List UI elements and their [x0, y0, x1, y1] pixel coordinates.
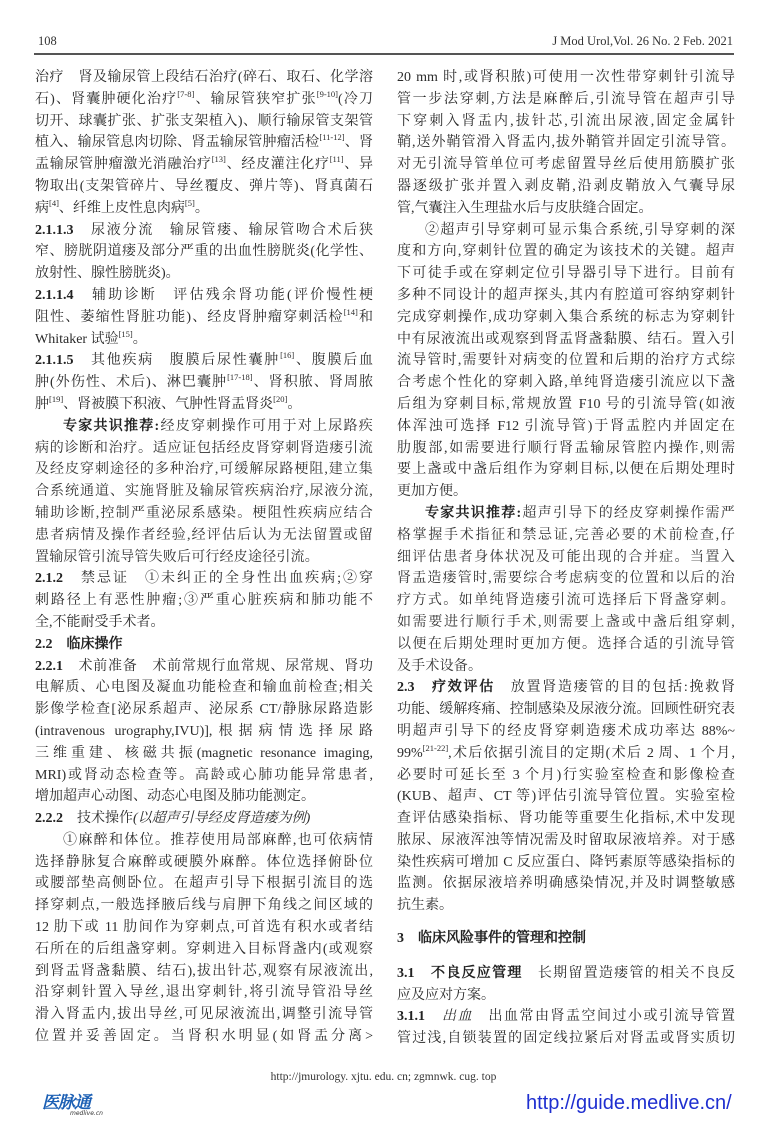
- text-line: [397, 830, 735, 852]
- text-run: 肾盂造瘘管时,需要综合考虑病变的位置和以后的治: [397, 571, 735, 587]
- text-line: [397, 568, 735, 590]
- text-line: [35, 285, 373, 307]
- text-run: 应及应对方案。: [397, 987, 495, 1003]
- text-run: 完成穿刺操作,成功穿刺入集合系统的标志为穿刺针: [397, 309, 735, 325]
- text-line: [397, 459, 735, 481]
- heading-label: 专家共识推荐:: [63, 418, 160, 434]
- text-run: 要上盏或中盏后组作为穿刺目标,以便在后期处理时: [397, 462, 735, 478]
- text-run: 全,不能耐受手术者。: [35, 614, 165, 630]
- text-run: 沿穿刺针置入导丝,退出穿刺针,将引流导管沿导丝: [35, 985, 373, 1001]
- citation-ref: [5]: [184, 197, 195, 208]
- text-run: 体浑浊可选择 F12 引流导管)于肾盂腔内并固定在: [397, 418, 735, 434]
- text-line: [35, 917, 373, 939]
- text-run: (intravenous urography,IVU)],根据病情选择尿路: [35, 723, 373, 739]
- text-line: [397, 111, 735, 133]
- text-line: [35, 89, 373, 111]
- text-line: [35, 329, 373, 351]
- text-run: 患者病情及操作者经验,经评估后认为无法留置或留: [35, 527, 373, 543]
- text-run: 抗生素。: [397, 898, 453, 914]
- text-line: [397, 808, 735, 830]
- subtitle-text: 出血: [442, 1009, 473, 1025]
- citation-ref: [20]: [273, 393, 288, 404]
- section-heading: [397, 928, 735, 950]
- text-run: 流导管时,需要针对病变的位置和后期的治疗方式综: [397, 353, 735, 369]
- citation-ref: [7-8]: [177, 88, 195, 99]
- text-run: MRI)或肾动态检查等。高龄或心肺功能异常患者,: [35, 767, 373, 783]
- text-run: 肿: [35, 396, 49, 412]
- text-run: 出血常由肾盂空间过小或引流导管置: [473, 1009, 735, 1025]
- heading-label: 2.2.1: [35, 658, 63, 674]
- text-run: 、经皮灌注化疗: [225, 157, 330, 173]
- text-line: [397, 895, 735, 917]
- text-run: 禁忌证 ①未纠正的全身性出血疾病;②穿: [63, 571, 373, 587]
- text-line: [397, 220, 735, 242]
- text-line: [35, 1026, 373, 1048]
- citation-ref: [13]: [211, 154, 226, 165]
- text-line: [35, 438, 373, 460]
- text-line: [397, 873, 735, 895]
- text-line: [397, 241, 735, 263]
- logo-subtext: medlive.cn: [70, 1110, 103, 1117]
- text-line: [397, 372, 735, 394]
- text-line: [35, 765, 373, 787]
- text-line: [35, 743, 373, 765]
- text-run: 长期留置造瘘管的相关不良反: [522, 965, 735, 981]
- text-line: [397, 416, 735, 438]
- citation-ref: [21-22]: [422, 742, 449, 753]
- text-run: 鞘,送外鞘管滑入肾盂内,拔外鞘管并固定引流导管。: [397, 135, 735, 151]
- right-column: [397, 67, 735, 1050]
- text-line: [397, 132, 735, 154]
- text-run: 染性疾病可增加 C 反应蛋白、降钙素原等感染指标的: [397, 854, 735, 870]
- text-line: [397, 677, 735, 699]
- text-line: [397, 852, 735, 874]
- text-run: ,术后依据引流目的定期(术后 2 周、1 个月,: [448, 745, 735, 761]
- text-run: 脓尿、尿液浑浊等情况需及时留取尿液培养。对于感: [397, 832, 735, 848]
- medlive-logo: [42, 1088, 103, 1117]
- text-run: 切开、球囊扩张、扩张支架植入)、顺行输尿管支架管: [35, 113, 373, 129]
- text-line: [397, 438, 735, 460]
- text-line: [35, 241, 373, 263]
- heading-label: 2.1.1.4: [35, 287, 74, 303]
- text-line: [35, 634, 373, 656]
- text-line: [397, 765, 735, 787]
- citation-ref: [11]: [329, 154, 344, 165]
- text-run: 辅助诊断 评估残余肾功能(评价慢性梗: [73, 287, 373, 303]
- text-line: [35, 111, 373, 133]
- text-line: [35, 220, 373, 242]
- text-line: [35, 350, 373, 372]
- text-run: 增加超声心动图、动态心电图及肺功能测定。: [35, 789, 315, 805]
- citation-ref: [4]: [49, 197, 59, 208]
- heading-label: 3.1 不良反应管理: [397, 965, 523, 981]
- text-run: 放射性、腺性膀胱炎)。: [35, 266, 180, 282]
- text-line: [397, 503, 735, 525]
- text-run: 其他疾病 腹膜后尿性囊肿: [73, 353, 281, 369]
- heading-label: 专家共识推荐:: [425, 505, 522, 521]
- text-line: [397, 547, 735, 569]
- citation-ref: [17-18]: [227, 372, 253, 383]
- text-run: ②超声引导穿刺可显示集合系统,引导穿刺的深: [425, 222, 735, 238]
- text-run: 如需要进行顺行手术,则需要上盏或中盏后组穿刺,: [397, 614, 735, 630]
- heading-label: 2.2.2: [35, 811, 63, 827]
- heading-label: 3.1.1: [397, 1009, 425, 1025]
- text-run: 置输尿管引流导管失败后可行经皮途径引流。: [35, 549, 319, 565]
- text-run: 超声引导下的经皮穿刺操作需严: [521, 505, 735, 521]
- text-run: 、纤维上皮性息肉病: [58, 200, 185, 216]
- text-run: 更加方便。: [397, 484, 467, 500]
- text-line: [35, 154, 373, 176]
- text-line: [35, 176, 373, 198]
- header-rule: [34, 53, 734, 55]
- medlive-guide-link[interactable]: http://guide.medlive.cn/: [526, 1092, 732, 1114]
- text-run: 尿液分流 输尿管瘘、输尿管吻合术后狭: [73, 222, 373, 238]
- text-line: [35, 873, 373, 895]
- text-line: [397, 329, 735, 351]
- text-line: [397, 656, 735, 678]
- heading-label: 3 临床风险事件的管理和控制: [397, 931, 586, 947]
- citation-ref: [9-10]: [316, 88, 339, 99]
- text-line: [35, 481, 373, 503]
- text-line: [397, 786, 735, 808]
- text-run: Whitaker 试验: [35, 331, 119, 347]
- text-run: 经皮穿刺操作可用于对上尿路疾: [159, 418, 373, 434]
- heading-label: 2.1.1.3: [35, 222, 74, 238]
- text-run: 肿(外伤性、术后)、淋巴囊肿: [35, 375, 228, 391]
- text-line: [35, 982, 373, 1004]
- text-line: [35, 961, 373, 983]
- text-line: [35, 830, 373, 852]
- text-line: [397, 1028, 735, 1050]
- text-line: [397, 525, 735, 547]
- text-run: 管一步法穿刺,方法是麻醉后,引流导管在超声引导: [397, 91, 735, 107]
- text-line: [397, 963, 735, 985]
- heading-label: 2.3 疗效评估: [397, 680, 495, 696]
- text-run: 监测。依据尿液培养明确感染情况,并及时调整敏感: [397, 876, 735, 892]
- text-line: [397, 481, 735, 503]
- text-run: 度和方向,穿刺针位置的确定为该技术的关键。超声: [397, 244, 735, 260]
- text-run: 阻性、萎缩性肾脏功能)、经皮肾肿瘤穿刺活检: [35, 309, 344, 325]
- text-run: 和: [357, 309, 373, 325]
- text-line: [35, 786, 373, 808]
- text-run: 后组为穿刺目标,常规放置 F10 号的引流导管(如液: [397, 396, 735, 412]
- text-line: [35, 503, 373, 525]
- text-run: 器逐级扩张并置入剥皮鞘,沿剥皮鞘放入气囊导尿: [397, 178, 735, 194]
- text-run: 治疗 肾及输尿管上段结石治疗(碎石、取石、化学溶: [35, 70, 373, 85]
- text-run: 必要时可延长至 3 个月)行实验室检查和影像检查: [397, 767, 735, 783]
- text-line: [35, 263, 373, 285]
- text-line: [35, 590, 373, 612]
- text-run: 辅助诊断,控制严重泌尿系感染。梗阻性疾病应结合: [35, 505, 373, 521]
- subtitle-text: (以超声引导经皮肾造瘘为例): [133, 811, 311, 827]
- text-line: [35, 939, 373, 961]
- text-run: 下可徒手或在穿刺定位引导器引导下进行。目前有: [397, 266, 735, 282]
- citation-ref: [16]: [280, 350, 295, 361]
- text-run: ①麻醉和体位。推荐使用局部麻醉,也可依病情: [63, 832, 373, 848]
- text-line: [35, 198, 373, 220]
- text-line: [35, 568, 373, 590]
- text-run: 20 mm 时,或肾积脓)可使用一次性带穿刺针引流导: [397, 70, 735, 85]
- text-run: 细评估患者身体状况及可能出现的合并症。当置入: [397, 549, 735, 565]
- text-run: 多种不同设计的超声探头,其内有腔道可容纳穿刺针: [397, 287, 735, 303]
- text-line: [397, 350, 735, 372]
- text-line: [397, 985, 735, 1007]
- text-run: 到肾盂肾盏黏膜、结石),拔出针芯,观察有尿液流出,: [35, 963, 373, 979]
- text-line: [35, 656, 373, 678]
- text-line: [397, 1006, 735, 1028]
- text-run: 管过浅,自锁装置的固定线拉紧后对肾盂或肾实质切: [397, 1031, 735, 1047]
- text-line: [397, 285, 735, 307]
- text-line: [397, 394, 735, 416]
- text-run: 术前准备 术前常规行血常规、尿常规、肾功: [63, 658, 373, 674]
- text-run: 12 肋下或 11 肋间作为穿刺点,可首选有积水或者结: [35, 920, 373, 936]
- text-line: [397, 307, 735, 329]
- text-line: [397, 699, 735, 721]
- text-run: 、腹膜后血: [294, 353, 373, 369]
- text-line: [397, 89, 735, 111]
- text-line: [397, 721, 735, 743]
- text-line: [35, 307, 373, 329]
- text-run: 。: [287, 396, 302, 412]
- text-line: [397, 634, 735, 656]
- text-run: 石所在的后组盏穿刺。穿刺进入目标肾盏内(或观察: [35, 941, 373, 957]
- text-run: 物取出(支架管碎片、导丝覆皮、弹片等)、肾真菌石: [35, 178, 373, 194]
- text-run: [425, 1009, 442, 1024]
- text-run: 及经皮穿刺途径的多种治疗,可缓解尿路梗阻,建立集: [35, 462, 373, 478]
- text-run: 及手术设备。: [397, 658, 483, 674]
- text-run: 合考虑个性化的穿刺入路,单纯肾造瘘引流应以下盏: [397, 375, 735, 391]
- text-line: [397, 263, 735, 285]
- text-run: 明超声引导下的经皮肾穿刺造瘘术成功率达 88%~: [397, 723, 735, 739]
- heading-label: 2.1.2: [35, 571, 63, 587]
- text-run: 99%: [397, 745, 423, 761]
- text-run: 中有尿液流出或观察到肾盂肾盏黏膜、结石。置入引: [397, 331, 735, 347]
- text-run: 、肾: [344, 135, 373, 151]
- text-run: 查评估感染指标、肾功能等重要生化指标,术中发现: [397, 811, 735, 827]
- text-run: 位置并妥善固定。当肾积水明显(如肾盂分离>: [35, 1029, 373, 1045]
- text-line: [35, 721, 373, 743]
- text-run: 、肾被膜下积液、气肿性肾盂肾炎: [63, 396, 274, 412]
- text-run: 盂输尿管肿瘤激光消融治疗: [35, 157, 212, 173]
- text-line: [397, 590, 735, 612]
- text-run: (KUB、超声、CT 等)评估引流导管位置。实验室检: [397, 789, 735, 805]
- footer-journal-url: http://jmurology. xjtu. edu. cn; zgmnwk. cug. top: [270, 1071, 497, 1083]
- text-line: [35, 852, 373, 874]
- left-column: [35, 67, 373, 1048]
- text-line: [397, 154, 735, 176]
- heading-label: 2.1.1.5: [35, 353, 74, 369]
- text-run: 植入、输尿管息肉切除、肾盂输尿管肿瘤活检: [35, 135, 320, 151]
- text-run: 放置肾造瘘管的目的包括:挽救肾: [494, 680, 735, 696]
- text-line: [35, 699, 373, 721]
- text-line: [397, 743, 735, 765]
- text-run: 窄、膀胱阴道瘘及部分严重的出血性膀胱炎(化学性、: [35, 244, 373, 260]
- citation-ref: [14]: [343, 306, 358, 317]
- text-line: [35, 132, 373, 154]
- text-line: [35, 808, 373, 830]
- text-run: 、输尿管狭窄扩张: [194, 91, 317, 107]
- citation-ref: [11-12]: [319, 132, 345, 143]
- heading-label: 2.2 临床操作: [35, 636, 123, 652]
- text-line: [35, 525, 373, 547]
- text-run: 。: [132, 331, 147, 347]
- text-run: 刺路径上有恶性肿瘤;③严重心脏疾病和肺功能不: [35, 593, 373, 609]
- citation-ref: [15]: [118, 328, 133, 339]
- text-run: 肋腹部,如需要进行顺行肾盂输尿管腔内操作,则需: [397, 440, 735, 456]
- text-run: 三维重建、核磁共振(magnetic resonance imaging,: [35, 745, 373, 761]
- text-run: 管,气囊注入生理盐水后与皮肤缝合固定。: [397, 200, 653, 216]
- text-run: 功能、缓解疼痛、控制感染及尿液分流。回顾性研究表: [397, 702, 735, 718]
- text-run: 选择静脉复合麻醉或硬膜外麻醉。体位选择俯卧位: [35, 854, 373, 870]
- text-run: 以便在后期处理时更加方便。选择合适的引流导管: [397, 636, 735, 652]
- text-line: [397, 176, 735, 198]
- text-line: [35, 677, 373, 699]
- text-line: [35, 1004, 373, 1026]
- text-run: 病: [35, 200, 49, 216]
- logo-text: 医脉通: [42, 1093, 90, 1113]
- text-run: 、肾积脓、肾周脓: [252, 375, 373, 391]
- text-line: [35, 895, 373, 917]
- text-run: 格掌握手术指征和禁忌证,完善必要的术前检查,仔: [397, 527, 735, 543]
- text-line: [35, 612, 373, 634]
- text-run: 疗方式。如单纯肾造瘘引流可选择后下肾盏穿刺。: [397, 593, 735, 609]
- journal-citation: J Mod Urol,Vol. 26 No. 2 Feb. 2021: [552, 34, 733, 48]
- text-run: 或腰部垫高侧卧位。在超声引导下根据引流目的选: [35, 876, 373, 892]
- text-run: 石)、肾囊肿硬化治疗: [35, 91, 178, 107]
- citation-ref: [19]: [49, 393, 64, 404]
- page-number: 108: [38, 34, 57, 48]
- text-run: 对无引流导管单位可考虑留置导丝后使用筋膜扩张: [397, 157, 735, 173]
- text-run: (冷刀: [338, 91, 373, 107]
- text-line: [35, 67, 373, 89]
- text-run: 择穿刺点,一般选择腋后线与肩胛下角线之间区域的: [35, 898, 373, 914]
- text-run: 电解质、心电图及凝血功能检查和输血前检查;相关: [35, 680, 373, 696]
- text-run: 滑入肾盂内,拔出导丝,可见尿液流出,调整引流导管: [35, 1007, 373, 1023]
- text-run: 合系统通道、实施肾脏及输尿管疾病治疗,尿液分流,: [35, 484, 373, 500]
- text-run: 病的诊断和治疗。适应证包括经皮肾穿刺肾造瘘引流: [35, 440, 373, 456]
- text-line: [35, 394, 373, 416]
- text-run: 影像学检查[泌尿系超声、泌尿系 CT/静脉尿路造影: [35, 702, 373, 718]
- text-run: 。: [194, 200, 209, 216]
- text-line: [397, 67, 735, 89]
- text-line: [35, 372, 373, 394]
- text-line: [397, 198, 735, 220]
- text-line: [35, 459, 373, 481]
- text-line: [397, 612, 735, 634]
- text-run: 下穿刺入肾盂内,拔针芯,引流出尿液,固定金属针: [397, 113, 735, 129]
- text-line: [35, 547, 373, 569]
- text-line: [35, 416, 373, 438]
- text-run: 技术操作: [63, 811, 133, 827]
- text-run: 、异: [343, 157, 373, 173]
